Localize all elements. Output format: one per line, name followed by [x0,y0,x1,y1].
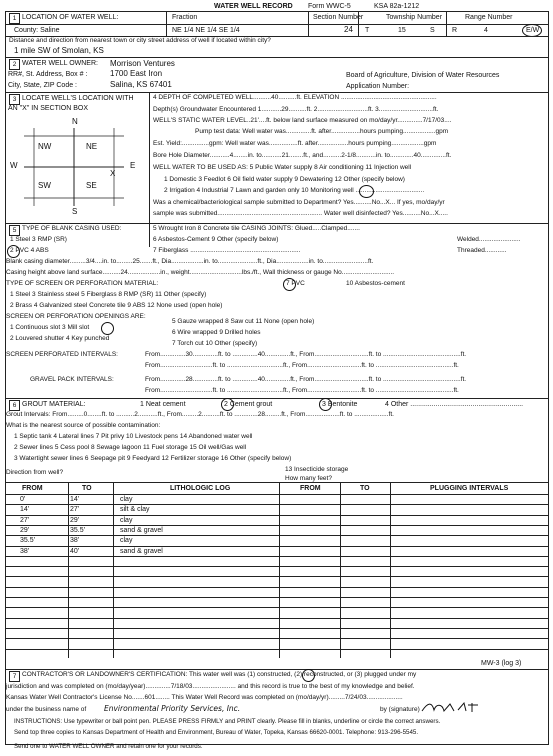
contamination-row-4: 13 Insecticide storage [285,466,349,473]
screen-intervals-label: SCREEN PERFORATED INTERVALS: [6,351,118,358]
log-from-cell: 38' [20,548,30,555]
log-from-cell: 27' [20,517,30,524]
log-description-cell: clay [120,517,133,524]
log-row-line [5,515,548,516]
direction-label: Direction from well? [6,469,64,476]
well-location-x: X [110,169,116,178]
log-row-line [5,638,548,639]
chemical-sample: Was a chemical/bacteriological sample submitted to Department? Yes..........No...X... If yes, mo/day/yr [153,199,445,206]
mw-label: MW-3 (log 3) [481,660,522,667]
ksa-reference: KSA 82a-1212 [374,3,420,10]
log-row-line [5,597,548,598]
compass-e: E [130,161,136,170]
constructed-circle [302,669,315,682]
log-header-to2: TO [360,485,370,492]
log-row-line [5,556,548,557]
pump-test: Pump test data: Well water was..............ft. after................hours pumping..................gpm [195,128,449,135]
log-row-line [5,566,548,567]
contamination-row-2: 2 Sewer lines 5 Cess pool 8 Sewage lagoon 11 Fuel storage 15 Oil well/Gas well [14,444,247,451]
owner-field: Morrison Ventures [110,59,175,68]
s3-label2: AN "X" IN SECTION BOX [8,105,89,112]
range-label: Range Number [465,14,513,21]
pvc-circle [7,245,20,258]
log-to-cell: 29' [70,517,80,524]
use-row-3: 2 Irrigation 4 Industrial 7 Lawn and garden only 10 Monitoring well ...................................... [164,187,425,194]
log-row-line [5,607,548,608]
log-description-cell: sand & gravel [120,527,163,534]
log-to-cell: 14' [70,496,80,503]
log-header-from2: FROM [300,485,321,492]
screen-row-1: 1 Steel 3 Stainless steel 5 Fiberglass 8 RMP (SR) 11 Other (specify) [10,291,207,298]
section-2-number: 2 [9,59,20,70]
casing-welded: Welded....................... [457,236,521,243]
log-row-line [5,504,548,505]
log-description-cell: clay [120,537,133,544]
range-r: R [452,27,458,34]
casing-2b: 7 Fiberglass ............................................................. [153,247,301,254]
city-label: City, State, ZIP Code : [8,82,77,89]
openings-row-3: 2 Louvered shutter 4 Key punched [10,335,110,342]
distance-label: Distance and direction from nearest town or city street address of well if located within city? [9,37,271,44]
contamination-row-3: 3 Watertight sewer lines 6 Seepage pit 9 Feedyard 12 Fertilizer storage 16 Other (specify below) [14,455,292,462]
s2-label: WATER WELL OWNER: [22,60,98,67]
log-description-cell: sand & gravel [120,548,163,555]
gravel-interval-2: From.............................ft. to ...............................ft., From..............................ft. to ...........................................ft. [145,387,459,394]
section-3-number: 3 [9,94,20,105]
section-6-number: 6 [9,400,20,411]
gravel-intervals-label: GRAVEL PACK INTERVALS: [30,376,114,383]
openings-row-4: 7 Torch cut 10 Other (specify) [172,340,258,347]
grout-neat-cement: 1 Neat cement [140,401,186,408]
fraction-field: NE 1/4 NE 1/4 SE 1/4 [172,27,240,34]
address-label: RR#, St. Address, Box # : [8,71,88,78]
section-number-field: 24 [344,25,353,34]
openings-row-1: 5 Gauze wrapped 8 Saw cut 11 None (open hole) [172,318,315,325]
log-description-cell: silt & clay [120,506,150,513]
log-row-line [5,587,548,588]
quadrant-se: SE [86,181,97,190]
log-header-lithologic: LITHOLOGIC LOG [170,485,231,492]
township-label: Township Number [386,14,443,21]
openings-label: SCREEN OR PERFORATION OPENINGS ARE: [6,313,146,320]
log-row-line [5,494,548,495]
board-text: Board of Agriculture, Division of Water Resources [346,72,500,79]
groundwater-encountered: Depth(s) Groundwater Encountered 1...........29..........ft. 2............................ft. 3..............................ft. [153,106,439,113]
log-to-cell: 27' [70,506,80,513]
chemical-sample-2: sample was submitted.......................................................... Water well disinfected? Yes..........No...X..... [153,210,448,217]
how-many-feet-label: How many feet? [285,475,332,482]
openings-row-2: 1 Continuous slot 3 Mill slot [10,324,90,331]
bentonite-circle [319,398,332,411]
log-to-cell: 35.5' [70,527,85,534]
blank-casing-diameter: Blank casing diameter.........3/4....in. to.........25.......ft., Dia..................in. to......................ft., Dia..................in. to.........................ft. [6,258,374,265]
use-row-2: 1 Domestic 3 Feedlot 6 Oil field water supply 9 Dewatering 12 Other (specify below) [164,176,405,183]
certification-line-1: CONTRACTOR'S OR LANDOWNER'S CERTIFICATION: This water well was (1) constructed, (2) reconstructed, or (3) plugged under my [22,671,417,678]
quadrant-ne: NE [86,142,98,151]
casing-1b: 6 Asbestos-Cement 9 Other (specify below) [153,236,279,243]
instructions-line: INSTRUCTIONS: Use typewriter or ball point pen. PLEASE PRESS FIRMLY and PRINT clearly. Please fill in blanks, underline or circle the correct answers. [14,718,441,725]
signature-mark [420,700,480,714]
bore-hole-diameter: Bore Hole Diameter...........4........in. to...........21........ft., and..........2-1/8...........in. to.............40..............ft. [153,152,452,159]
log-from-cell: 14' [20,506,30,513]
send-line-1: Send top three copies to Kansas Department of Health and Environment, Bureau of Water, Topeka, Kansas 66620-0001. Telephone: 913-296-5545. [14,729,419,736]
screen-interval-2: From.............................ft. to ...............................ft., From..............................ft. to ...........................................ft. [145,362,459,369]
log-row-line [5,628,548,629]
log-row-line [5,618,548,619]
application-number-label: Application Number: [346,83,410,90]
range-ew: E/W [526,27,540,34]
casing-height: Casing height above land surface..........24..................in., weight.............................lbs./ft., Wall thickness or gauge No............................. [6,269,395,276]
use-label: WELL WATER TO BE USED AS: 5 Public Water supply 8 Air conditioning 11 Injection well [153,164,412,171]
business-name-label: under the business name of [6,706,87,713]
log-row-line [5,649,548,650]
log-header-plugging: PLUGGING INTERVALS [430,485,509,492]
est-yield: Est. Yield:...............gpm: Well water was................ft. after.................hours pumping..................gpm [153,140,437,147]
screen-type-label: TYPE OF SCREEN OR PERFORATION MATERIAL: [6,280,159,287]
s1-label: LOCATION OF WATER WELL: [22,14,119,21]
compass-s: S [72,207,78,216]
compass-n: N [72,117,78,126]
grout-intervals: Grout Intervals: From.........0........ft. to ..........2...........ft., From.........2..........ft. to .............28.........ft., From...................ft. to ...................ft. [6,411,394,418]
distance-field: 1 mile SW of Smolan, KS [14,46,104,55]
s3-label: LOCATE WELL'S LOCATION WITH [22,95,134,102]
section-7-number: 7 [9,671,20,682]
log-header-from: FROM [22,485,43,492]
screen-row-2: 2 Brass 4 Galvanized steel Concrete tile 9 ABS 12 None used (open hole) [10,302,223,309]
monitoring-well-circle [359,185,374,198]
signature-label: by (signature) [380,706,420,713]
quadrant-sw: SW [38,181,51,190]
openings-row-3b: 6 Wire wrapped 9 Drilled holes [172,329,261,336]
grout-other: 4 Other .......................................................... [385,401,524,408]
screen-asbestos: 10 Asbestos-cement [346,280,405,287]
county-field: County: Saline [14,27,60,34]
contamination-row-1: 1 Septic tank 4 Lateral lines 7 Pit privy 10 Livestock pens 14 Abandoned water well [14,433,253,440]
cement-grout-circle [221,398,234,411]
screen-pvc: 7 PVC [286,280,305,287]
certification-line-2: jurisdiction and was completed on (mo/day/year)..............7/18/03........................ and this record is true to the best of my knowledge and belief. [6,683,415,690]
depth-completed: 4 DEPTH OF COMPLETED WELL..........40..........ft. ELEVATION ..................................................... [153,94,437,101]
casing-threaded: Threaded............ [457,247,507,254]
compass-w: W [10,161,18,170]
log-from-cell: 35.5' [20,537,35,544]
screen-interval-1: From..............30..............ft. to ..............40..............ft., From..............................ft. to ...........................................ft. [145,351,467,358]
log-row-line [5,576,548,577]
gravel-interval-1: From..............28..............ft. to ..............40..............ft., From..............................ft. to ...........................................ft. [145,376,467,383]
contamination-label: What is the nearest source of possible contamination: [6,422,161,429]
log-row-line [5,546,548,547]
township-s: S [430,27,435,34]
fraction-label: Fraction [172,14,198,21]
mill-slot-circle [101,322,114,335]
grout-bentonite: 3 Bentonite [322,401,358,408]
send-line-2: Send one to WATER WELL OWNER and retain one for your records. [14,743,203,750]
s5-label: TYPE OF BLANK CASING USED: [22,225,122,232]
address-field: 1700 East Iron [110,69,163,78]
casing-row-1: 5 Wrought Iron 8 Concrete tile CASING JOINTS: Glued.....Clamped....... [153,225,360,232]
casing-2: 2 PVC 4 ABS [10,247,49,254]
township-t: T [365,27,370,34]
quadrant-nw: NW [38,142,52,151]
range-field: 4 [484,27,488,34]
grout-cement-grout: 2 Cement grout [224,401,273,408]
form-title: WATER WELL RECORD [214,3,293,10]
section-1-number: 1 [9,13,20,24]
form-number: Form WWC-5 [308,3,351,10]
casing-1: 1 Steel 3 RMP (SR) [10,236,67,243]
section-5-number: 5 [9,225,20,236]
city-field: Salina, KS 67401 [110,80,172,89]
certification-line-3: Kansas Water Well Contractor's License No.......601........ This Water Well Record was completed on (mo/day/yr).........7/24/03.................... [6,694,403,701]
log-from-cell: 0' [20,496,26,503]
log-row-line [5,535,548,536]
s6-label: GROUT MATERIAL: [22,401,86,408]
section-number-label: Section Number [313,14,364,21]
township-field: 15 [398,27,406,34]
log-to-cell: 38' [70,537,80,544]
business-name-field: Environmental Priority Services, Inc. [104,704,241,713]
screen-pvc-circle [283,278,296,291]
log-row-line [5,525,548,526]
section-box-grid [24,128,124,206]
log-header-to: TO [82,485,92,492]
log-to-cell: 40' [70,548,80,555]
log-description-cell: clay [120,496,133,503]
log-from-cell: 29' [20,527,30,534]
static-water-level: WELL'S STATIC WATER LEVEL..21'....ft. below land surface measured on mo/day/yr..............7/17/03.... [153,117,452,124]
